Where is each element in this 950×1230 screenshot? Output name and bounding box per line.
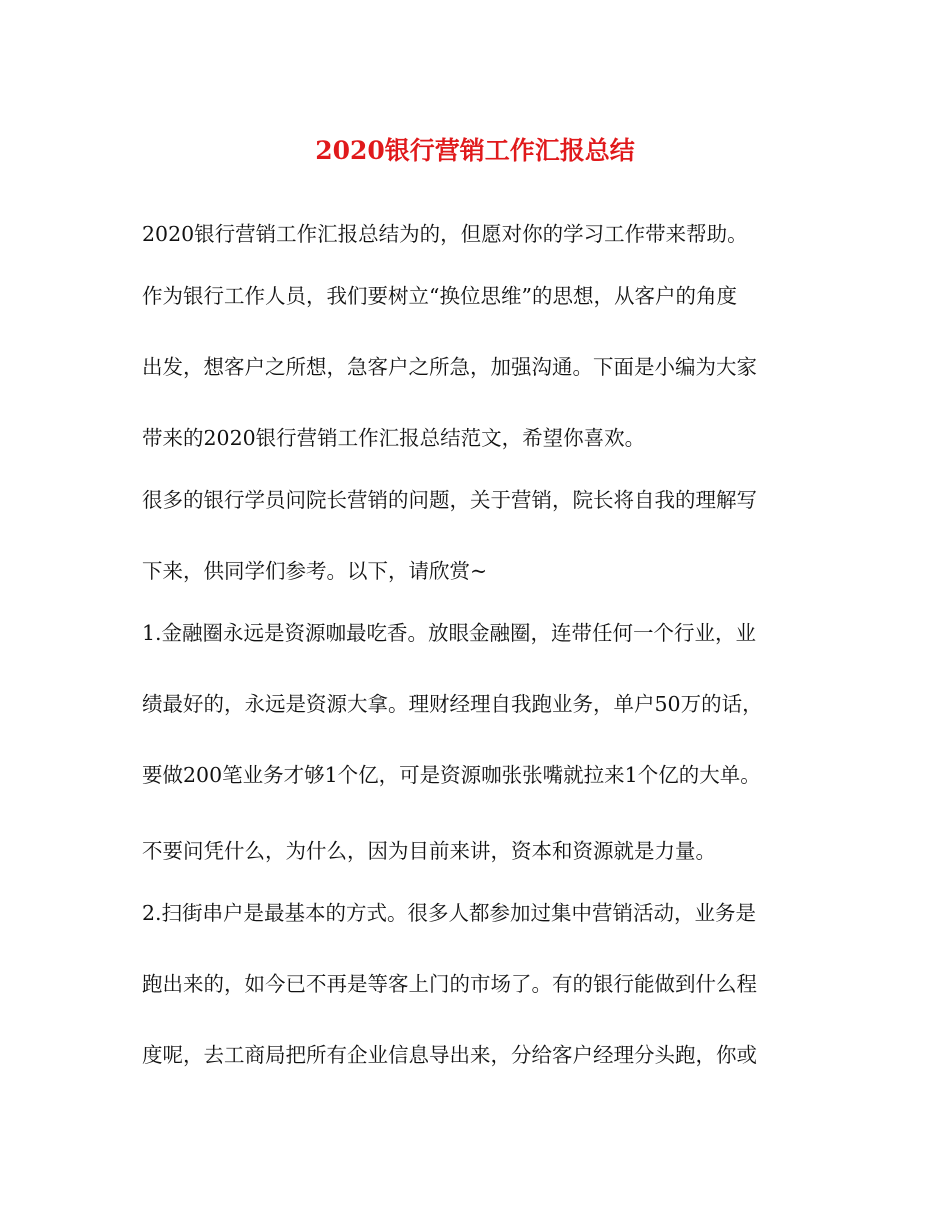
body-line: 绩最好的，永远是资源大拿。理财经理自我跑业务，单户50万的话， — [142, 692, 763, 716]
body-line: 出发，想客户之所想，急客户之所急，加强沟通。下面是小编为大家 — [142, 355, 757, 379]
body-line: 很多的银行学员问院长营销的问题，关于营销，院长将自我的理解写 — [142, 488, 757, 512]
body-line: 跑出来的，如今已不再是等客上门的市场了。有的银行能做到什么程 — [142, 972, 757, 996]
document-title: 2020银行营销工作汇报总结 — [315, 136, 635, 165]
body-line: 作为银行工作人员，我们要树立“换位思维”的思想，从客户的角度 — [142, 284, 737, 308]
body-line: 度呢，去工商局把所有企业信息导出来，分给客户经理分头跑，你或 — [142, 1043, 757, 1067]
body-line: 不要问凭什么，为什么，因为目前来讲，资本和资源就是力量。 — [142, 839, 716, 863]
body-line: 带来的2020银行营销工作汇报总结范文，希望你喜欢。 — [142, 426, 646, 450]
body-line: 2.扫街串户是最基本的方式。很多人都参加过集中营销活动，业务是 — [142, 901, 757, 925]
body-line: 要做200笔业务才够1个亿，可是资源咖张张嘴就拉来1个亿的大单。 — [142, 763, 761, 787]
body-line: 2020银行营销工作汇报总结为的，但愿对你的学习工作带来帮助。 — [142, 222, 748, 246]
body-line: 下来，供同学们参考。以下，请欣赏~ — [142, 559, 488, 583]
body-line: 1.金融圈永远是资源咖最吃香。放眼金融圈，连带任何一个行业，业 — [142, 621, 757, 645]
